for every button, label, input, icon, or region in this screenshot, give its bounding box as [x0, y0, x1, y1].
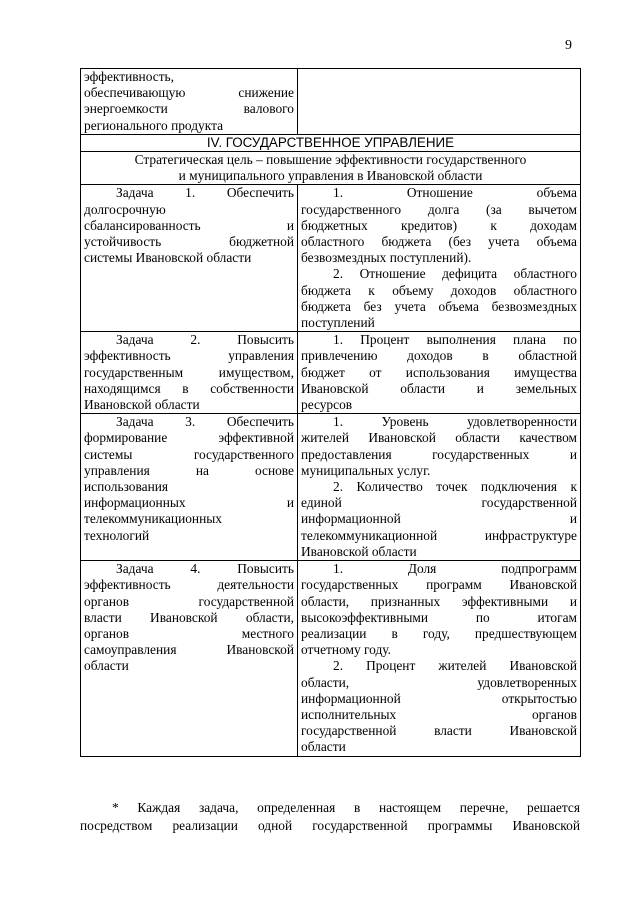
task-line: системы государственного: [84, 446, 294, 462]
task-line: долгосрочную: [84, 201, 166, 217]
task-line: обеспечивающую снижение: [84, 85, 294, 101]
task-line: Задача 3. Обеспечить: [116, 414, 294, 430]
indicator: [301, 414, 577, 479]
task-line: находящимся в собственности: [84, 380, 294, 396]
indicator: [301, 266, 577, 331]
indicator-line: высокоэффективными по итогам: [301, 609, 577, 625]
task-cell: [81, 332, 298, 414]
task-line: регионального продукта: [84, 117, 224, 133]
task-line: государственным имуществом,: [84, 364, 294, 380]
table-row: [81, 69, 581, 135]
strategic-goal: [81, 152, 581, 185]
task-line: Ивановской области: [84, 397, 200, 413]
indicator-cell: [298, 332, 581, 414]
task-line: эффективность деятельности: [84, 577, 294, 593]
section-title: IV. ГОСУДАРСТВЕННОЕ УПРАВЛЕНИЕ: [81, 134, 581, 151]
task-line: устойчивость бюджетной: [84, 234, 294, 250]
indicator-line: ресурсов: [301, 397, 353, 413]
indicator: [301, 479, 577, 560]
indicator-line: безвозмездных поступлений).: [301, 250, 472, 266]
indicator: [301, 185, 577, 266]
indicator-line: 2. Процент жителей Ивановской: [333, 658, 577, 674]
indicator-line: Ивановской области и земельных: [301, 380, 577, 396]
goals-table: [80, 68, 581, 757]
indicator-line: муниципальных услуг.: [301, 462, 431, 478]
task-line: области: [84, 658, 129, 674]
indicator-line: областного бюджета (без учета объема: [301, 234, 577, 250]
task-row: [81, 561, 581, 756]
task-line: формирование эффективной: [84, 430, 294, 446]
strategic-goal-line: и муниципального управления в Ивановской области: [178, 168, 483, 184]
footnote: [80, 799, 580, 835]
task-line: информационных и: [84, 495, 294, 511]
task-line: управления на основе: [84, 462, 294, 478]
indicator-line: жителей Ивановской области качеством: [301, 430, 577, 446]
indicator-line: 1. Доля подпрограмм: [333, 561, 577, 577]
indicator-line: государственной власти Ивановской: [301, 723, 577, 739]
indicator-line: бюджетных кредитов) к доходам: [301, 217, 577, 233]
page-number: 9: [565, 38, 572, 53]
indicator-line: поступлений: [301, 315, 375, 331]
indicator-line: государственного долга (за вычетом: [301, 201, 577, 217]
task-line: системы Ивановской области: [84, 250, 252, 266]
indicator-line: 1. Процент выполнения плана по: [333, 332, 577, 348]
task-line: органов государственной: [84, 593, 294, 609]
strategic-goal-row: [81, 152, 581, 185]
indicator-line: предоставления государственных и: [301, 446, 577, 462]
footnote-line: * Каждая задача, определенная в настоящем перечне, решается: [112, 800, 580, 815]
task-line: использования: [84, 479, 169, 495]
indicator-line: 2. Количество точек подключения к: [333, 479, 577, 495]
indicator-line: единой государственной: [301, 495, 577, 511]
indicator-line: отчетному году.: [301, 642, 392, 658]
task-line: органов местного: [84, 625, 294, 641]
task-line: энергоемкости валового: [84, 101, 294, 117]
indicator-line: исполнительных органов: [301, 706, 577, 722]
indicator-line: области: [301, 739, 346, 755]
indicator-cell: [298, 561, 581, 756]
task-line: власти Ивановской области,: [84, 609, 294, 625]
section-heading-row: [81, 134, 581, 151]
indicator-line: Ивановской области: [301, 543, 417, 559]
indicator-line: государственных программ Ивановской: [301, 577, 577, 593]
indicator-line: информационной открытостью: [301, 690, 577, 706]
task-line: Задача 1. Обеспечить: [116, 185, 294, 201]
indicator-line: области, признанных эффективными и: [301, 593, 577, 609]
task-line: эффективность,: [84, 69, 175, 84]
task-line: эффективность управления: [84, 348, 294, 364]
task-cell: [81, 69, 298, 135]
indicator-line: 1. Уровень удовлетворенности: [333, 414, 577, 430]
indicator-line: бюджет от использования имущества: [301, 364, 577, 380]
indicator-line: области, удовлетворенных: [301, 674, 577, 690]
task-cell: [81, 185, 298, 332]
indicator: [301, 561, 577, 658]
task-cell: [81, 414, 298, 561]
indicator-line: информационной и: [301, 511, 577, 527]
strategic-goal-line: Стратегическая цель – повышение эффективности государственного: [134, 152, 527, 168]
indicator-line: привлечению доходов в областной: [301, 348, 577, 364]
indicator-cell: [298, 69, 581, 135]
indicator-cell: [298, 414, 581, 561]
indicator-line: бюджета без учета объема безвозмездных: [301, 298, 577, 314]
task-row: [81, 332, 581, 414]
task-row: [81, 414, 581, 561]
task-line: сбалансированность и: [84, 217, 294, 233]
footnote-line: посредством реализации одной государственной программы Ивановской: [80, 818, 580, 833]
indicator-line: телекоммуникационной инфраструктуре: [301, 527, 577, 543]
indicator-line: бюджета к объему доходов областного: [301, 282, 577, 298]
indicator: [301, 658, 577, 755]
indicator-line: реализации в году, предшествующем: [301, 625, 577, 641]
task-line: Задача 2. Повысить: [116, 332, 294, 348]
task-line: технологий: [84, 527, 150, 543]
task-line: Задача 4. Повысить: [116, 561, 294, 577]
task-row: [81, 185, 581, 332]
indicator-line: 2. Отношение дефицита областного: [333, 266, 577, 282]
indicator: [301, 332, 577, 413]
indicator-line: 1. Отношение объема: [333, 185, 577, 201]
task-line: самоуправления Ивановской: [84, 642, 294, 658]
task-cell: [81, 561, 298, 756]
indicator-cell: [298, 185, 581, 332]
task-line: телекоммуникационных: [84, 511, 222, 527]
